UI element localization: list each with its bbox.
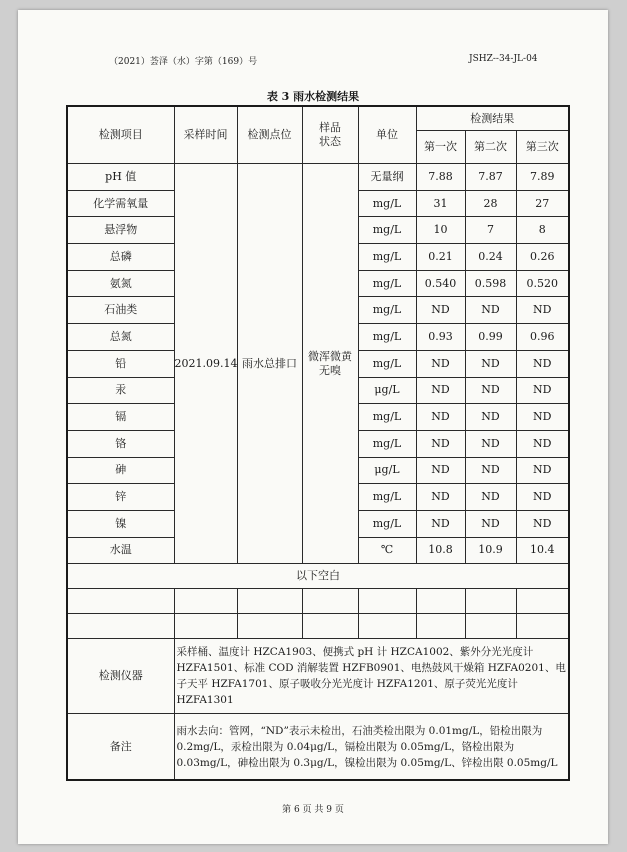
col-header-unit: 单位 bbox=[358, 106, 416, 164]
unit-cell: mg/L bbox=[358, 217, 416, 244]
unit-cell: 无量纲 bbox=[358, 164, 416, 191]
col-header-location: 检测点位 bbox=[237, 106, 302, 164]
result-third-cell: ND bbox=[516, 430, 569, 457]
item-cell: 悬浮物 bbox=[67, 217, 174, 244]
item-cell: 砷 bbox=[67, 457, 174, 484]
result-third-cell: ND bbox=[516, 377, 569, 404]
result-first-cell: ND bbox=[416, 430, 465, 457]
col-header-state: 样品状态 bbox=[302, 106, 358, 164]
sample-state-cell bbox=[302, 164, 358, 564]
unit-cell: ℃ bbox=[358, 537, 416, 564]
result-second-cell: 7.87 bbox=[465, 164, 516, 191]
unit-cell: mg/L bbox=[358, 270, 416, 297]
result-third-cell: 0.96 bbox=[516, 324, 569, 351]
result-third-cell: ND bbox=[516, 510, 569, 537]
unit-cell: mg/L bbox=[358, 430, 416, 457]
unit-cell: mg/L bbox=[358, 244, 416, 271]
result-first-cell: ND bbox=[416, 377, 465, 404]
item-cell: pH 值 bbox=[67, 164, 174, 191]
unit-cell: mg/L bbox=[358, 297, 416, 324]
item-cell: 总磷 bbox=[67, 244, 174, 271]
item-cell: 铬 bbox=[67, 430, 174, 457]
result-first-cell: 7.88 bbox=[416, 164, 465, 191]
col-header-first: 第一次 bbox=[416, 131, 465, 164]
col-header-item: 检测项目 bbox=[67, 106, 174, 164]
unit-cell: μg/L bbox=[358, 377, 416, 404]
document-code: JSHZ--34-JL-04 bbox=[469, 54, 538, 64]
blank-note: 以下空白 bbox=[67, 564, 569, 589]
result-second-cell: ND bbox=[465, 457, 516, 484]
data-rows bbox=[67, 164, 569, 564]
item-cell: 石油类 bbox=[67, 297, 174, 324]
sample-state-line: 微浑微黄 bbox=[308, 349, 352, 363]
result-second-cell: 0.598 bbox=[465, 270, 516, 297]
unit-cell: mg/L bbox=[358, 190, 416, 217]
remarks-label: 备注 bbox=[67, 714, 174, 781]
item-cell: 铅 bbox=[67, 350, 174, 377]
result-third-cell: ND bbox=[516, 457, 569, 484]
result-second-cell: ND bbox=[465, 350, 516, 377]
item-cell: 总氮 bbox=[67, 324, 174, 351]
sample-time-cell: 2021.09.14 bbox=[174, 164, 237, 564]
result-second-cell: ND bbox=[465, 430, 516, 457]
col-header-second: 第二次 bbox=[465, 131, 516, 164]
item-cell: 化学需氧量 bbox=[67, 190, 174, 217]
col-header-third: 第三次 bbox=[516, 131, 569, 164]
unit-cell: mg/L bbox=[358, 510, 416, 537]
sample-state-line: 无嗅 bbox=[319, 363, 341, 377]
result-third-cell: ND bbox=[516, 297, 569, 324]
unit-cell: mg/L bbox=[358, 404, 416, 431]
item-cell: 氨氮 bbox=[67, 270, 174, 297]
unit-cell: mg/L bbox=[358, 350, 416, 377]
result-second-cell: ND bbox=[465, 297, 516, 324]
result-first-cell: 31 bbox=[416, 190, 465, 217]
result-third-cell: 7.89 bbox=[516, 164, 569, 191]
document-page bbox=[18, 10, 608, 844]
result-first-cell: ND bbox=[416, 510, 465, 537]
col-header-results: 检测结果 bbox=[416, 106, 569, 131]
table-title: 表 3 雨水检测结果 bbox=[266, 90, 360, 103]
empty-row bbox=[67, 614, 569, 639]
instruments-text: 采样桶、温度计 HZCA1903、便携式 pH 计 HZCA1002、紫外分光光度计 HZFA1501、标准 COD 消解装置 HZFB0901、电热鼓风干燥箱 HZFA0201、电子天平 HZFA1701、原子吸收分光光度计 HZFA1201、原子荧光光度计 HZFA1301 bbox=[174, 639, 569, 714]
result-first-cell: 0.540 bbox=[416, 270, 465, 297]
result-second-cell: ND bbox=[465, 484, 516, 511]
item-cell: 汞 bbox=[67, 377, 174, 404]
item-cell: 锌 bbox=[67, 484, 174, 511]
unit-cell: mg/L bbox=[358, 324, 416, 351]
report-number: （2021）荟泽（水）字第（169）号 bbox=[109, 57, 258, 67]
sample-location-cell: 雨水总排口 bbox=[237, 164, 302, 564]
unit-cell: μg/L bbox=[358, 457, 416, 484]
empty-row bbox=[67, 589, 569, 614]
result-third-cell: 10.4 bbox=[516, 537, 569, 564]
unit-cell: mg/L bbox=[358, 484, 416, 511]
results-table bbox=[66, 105, 570, 781]
item-cell: 镍 bbox=[67, 510, 174, 537]
result-first-cell: 10 bbox=[416, 217, 465, 244]
result-first-cell: 0.21 bbox=[416, 244, 465, 271]
result-second-cell: 7 bbox=[465, 217, 516, 244]
table-row bbox=[67, 164, 569, 191]
result-second-cell: 0.99 bbox=[465, 324, 516, 351]
item-cell: 镉 bbox=[67, 404, 174, 431]
result-first-cell: 10.8 bbox=[416, 537, 465, 564]
result-second-cell: ND bbox=[465, 404, 516, 431]
result-third-cell: ND bbox=[516, 404, 569, 431]
result-third-cell: 27 bbox=[516, 190, 569, 217]
result-third-cell: ND bbox=[516, 484, 569, 511]
result-first-cell: ND bbox=[416, 297, 465, 324]
result-third-cell: 0.26 bbox=[516, 244, 569, 271]
result-third-cell: ND bbox=[516, 350, 569, 377]
result-second-cell: ND bbox=[465, 377, 516, 404]
result-second-cell: 28 bbox=[465, 190, 516, 217]
result-second-cell: 0.24 bbox=[465, 244, 516, 271]
item-cell: 水温 bbox=[67, 537, 174, 564]
result-first-cell: 0.93 bbox=[416, 324, 465, 351]
remarks-text: 雨水去向：管网，“ND”表示未检出，石油类检出限为 0.01mg/L，铅检出限为 0.2mg/L，汞检出限为 0.04μg/L，镉检出限为 0.05mg/L，铬检出限为 0.03mg/L，砷检出限为 0.3μg/L，镍检出限为 0.05mg/L、锌检出限 0.05mg/L bbox=[174, 714, 569, 781]
result-first-cell: ND bbox=[416, 350, 465, 377]
page-footer: 第 6 页 共 9 页 bbox=[282, 805, 344, 815]
instruments-label: 检测仪器 bbox=[67, 639, 174, 714]
result-third-cell: 0.520 bbox=[516, 270, 569, 297]
col-header-time: 采样时间 bbox=[174, 106, 237, 164]
result-first-cell: ND bbox=[416, 404, 465, 431]
result-first-cell: ND bbox=[416, 457, 465, 484]
result-first-cell: ND bbox=[416, 484, 465, 511]
result-third-cell: 8 bbox=[516, 217, 569, 244]
result-second-cell: 10.9 bbox=[465, 537, 516, 564]
result-second-cell: ND bbox=[465, 510, 516, 537]
